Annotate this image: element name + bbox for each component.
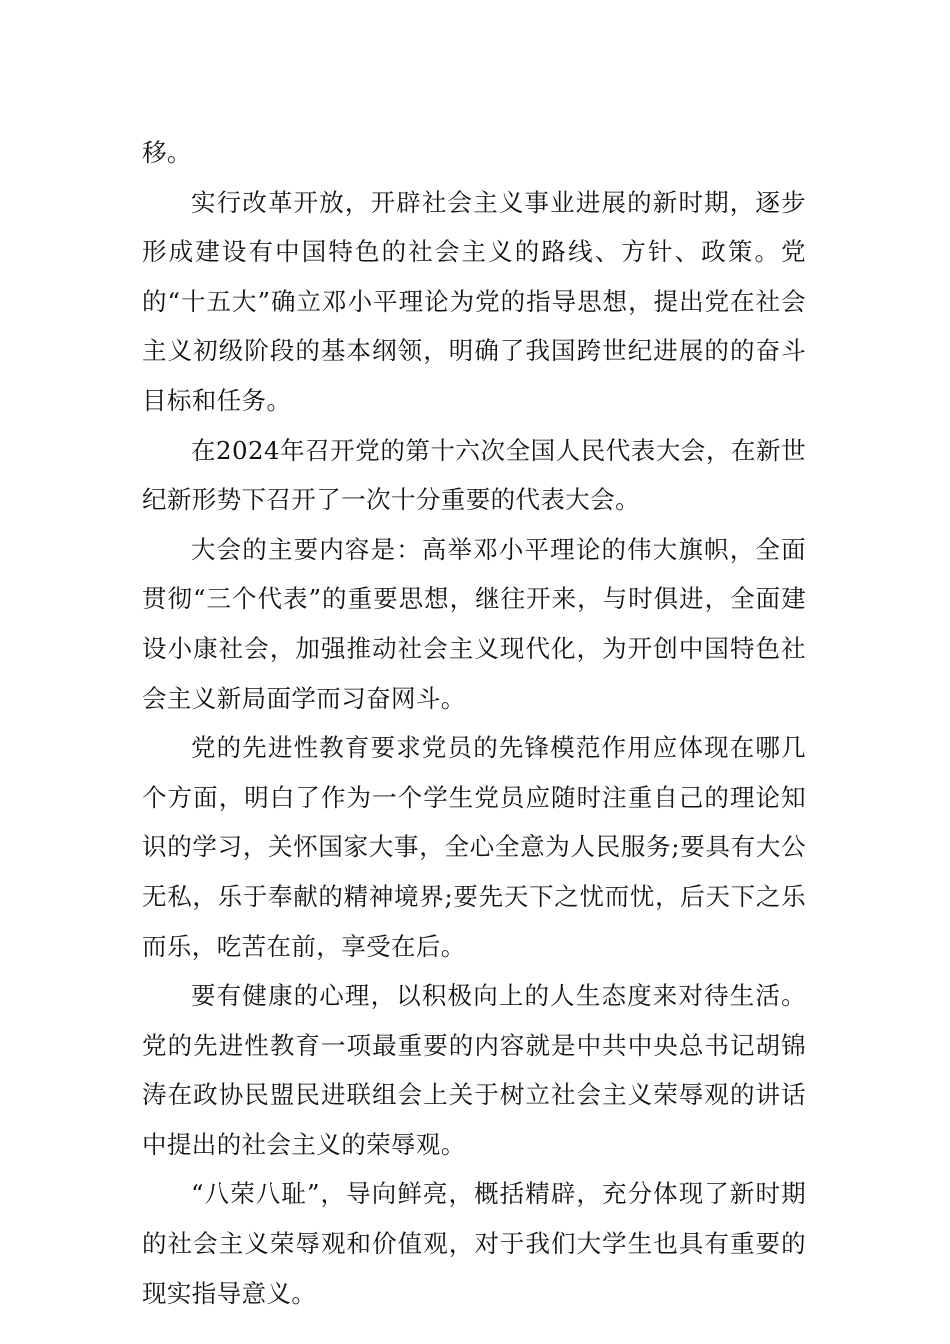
- body-text: [142, 128, 806, 1318]
- paragraph-healthy-mind: 要有健康的心理，以积极向上的人生态度来对待生活。党的先进性教育一项最重要的内容就是中共中央总书记胡锦涛在政协民盟民进联组会上关于树立社会主义荣辱观的讲话中提出的社会主义的荣辱观。: [142, 981, 806, 1159]
- paragraph-continuation: 移。: [142, 138, 192, 167]
- paragraph-advanced-education: 党的先进性教育要求党员的先锋模范作用应体现在哪几个方面，明白了作为一个学生党员应随时注重自己的理论知识的学习，关怀国家大事，全心全意为人民服务;要具有大公无私，乐于奉献的精神境界;要先天下之忧而忧，后天下之乐而乐，吃苦在前，享受在后。: [142, 733, 806, 961]
- paragraph-eight-honors: “八荣八耻”，导向鲜亮，概括精辟，充分体现了新时期的社会主义荣辱观和价值观，对于我们大学生也具有重要的现实指导意义。: [142, 1179, 806, 1308]
- paragraph-reform-opening: 实行改革开放，开辟社会主义事业进展的新时期，逐步形成建设有中国特色的社会主义的路线、方针、政策。党的“十五大”确立邓小平理论为党的指导思想，提出党在社会主义初级阶段的基本纲领，明确了我国跨世纪进展的的奋斗目标和任务。: [142, 187, 806, 415]
- paragraph-sixteenth-congress: 在2024年召开党的第十六次全国人民代表大会，在新世纪新形势下召开了一次十分重要的代表大会。: [142, 435, 806, 515]
- paragraph-congress-content: 大会的主要内容是：高举邓小平理论的伟大旗帜，全面贯彻“三个代表”的重要思想，继往开来，与时俱进，全面建设小康社会，加强推动社会主义现代化，为开创中国特色社会主义新局面学而习奋网斗。: [142, 534, 806, 713]
